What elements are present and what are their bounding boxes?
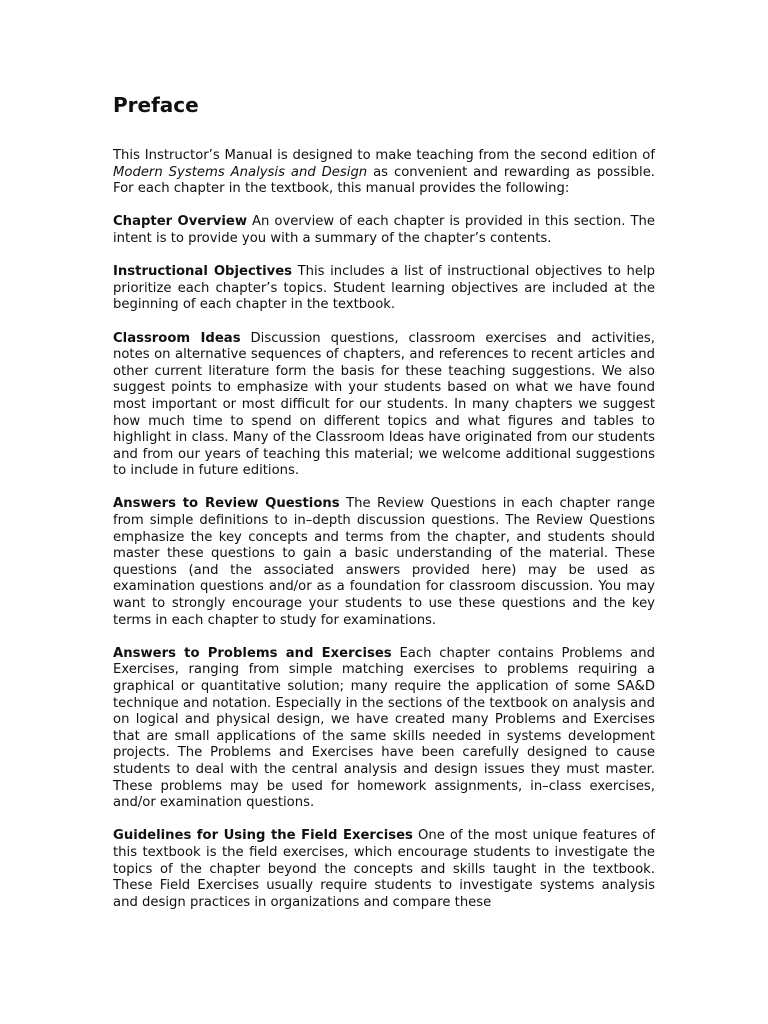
section-classroom-ideas	[113, 331, 655, 480]
section-body: Each chapter contains Problems and Exercises, ranging from simple matching exercises to problems requiring a graphical or quantitative solution; many require the application of some SA&D technique and notation. Especially in the sections of the textbook on analysis and on logical and physical design, we have created many Problems and Exercises that are small applications of the same skills needed in systems development projects. The Problems and Exercises have been carefully designed to cause students to deal with the central analysis and design issues they must master. These problems may be used for homework assignments, in–class exercises, and/or examination questions.	[113, 645, 655, 811]
section-body: One of the most unique features of this textbook is the field exercises, which encourage students to investigate the topics of the chapter beyond the concepts and skills taught in the textbook. These Field Exercises usually require students to investigate systems analysis and design practices in organizations and compare these	[113, 828, 656, 910]
section-heading: Classroom Ideas	[113, 330, 241, 346]
section-heading: Answers to Review Questions	[113, 496, 340, 512]
intro-paragraph	[113, 148, 655, 198]
page-title: Preface	[113, 93, 199, 117]
section-body: The Review Questions in each chapter range from simple definitions to in–depth discussion questions. The Review Questions emphasize the key concepts and terms from the chapter, and students should master these questions to gain a basic understanding of the material. These questions (and the associated answers provided here) may be used as examination questions and/or as a foundation for classroom discussion. You may want to strongly encourage your students to use these questions and the key terms in each chapter to study for examinations.	[113, 496, 655, 628]
section-heading: Guidelines for Using the Field Exercises	[113, 828, 413, 844]
section-body: This includes a list of instructional objectives to help prioritize each chapter’s topics. Student learning objectives are included at the beginning of each chapter in the textbook.	[113, 264, 655, 313]
section-instructional-objectives	[113, 264, 655, 314]
section-body: Discussion questions, classroom exercises and activities, notes on alternative sequences of chapters, and references to recent articles and other current literature form the basis for these teaching suggestions. We also suggest points to emphasize with your students based on what we have found most important or most difficult for our students. In many chapters we suggest how much time to spend on different topics and what figures and tables to highlight in class. Many of the Classroom Ideas have originated from our students and from our years of teaching this material; we welcome additional suggestions to include in future editions.	[113, 330, 655, 479]
section-chapter-overview	[113, 214, 655, 247]
section-review-questions	[113, 496, 655, 629]
book-title: Modern Systems Analysis and Design	[113, 164, 368, 180]
intro-text-start: This Instructor’s Manual is designed to make teaching from the second edition of	[113, 148, 655, 163]
section-heading: Instructional Objectives	[113, 264, 292, 280]
intro-text-end: as convenient and rewarding as possible. For each chapter in the textbook, this manual provides the following:	[113, 164, 655, 197]
section-field-exercises	[113, 828, 655, 911]
page-content	[113, 92, 655, 928]
section-body: An overview of each chapter is provided in this section. The intent is to provide you with a summary of the chapter’s contents.	[113, 214, 655, 246]
section-heading: Answers to Problems and Exercises	[113, 645, 392, 661]
section-problems-exercises	[113, 646, 655, 812]
section-heading: Chapter Overview	[113, 214, 248, 230]
